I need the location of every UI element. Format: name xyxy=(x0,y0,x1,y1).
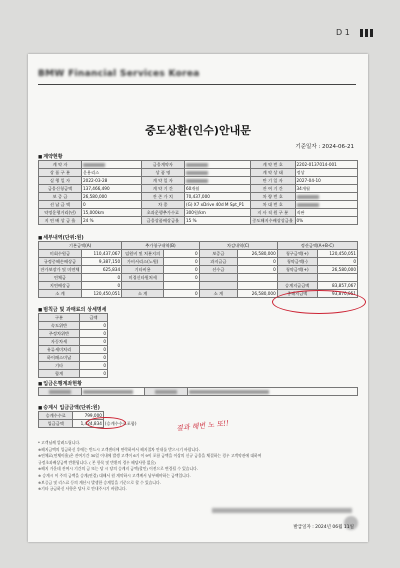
note-line: ※보증금 및 리스료 등의 계산시 발생한 승계일을 기준으로 할 수 있습니다. xyxy=(38,479,161,485)
field-label: 차 량 번 호 xyxy=(250,193,295,201)
field-label: 승계수수료 xyxy=(39,412,73,420)
field-label: 소 계 xyxy=(39,290,82,298)
table-row xyxy=(39,370,108,378)
field-label: 미경신타원처세 xyxy=(122,274,164,282)
field-value xyxy=(81,161,141,169)
field-value: 26,580,000 xyxy=(317,266,357,274)
field-label: 기타비용 xyxy=(122,266,164,274)
field-value xyxy=(237,274,277,282)
field-label: 가비서리스(노원) xyxy=(122,258,164,266)
field-value: 0 xyxy=(164,274,200,282)
field-value: 0 xyxy=(164,290,200,298)
field-label: 잔가보장가 및 미연체 xyxy=(40,266,80,272)
field-value: 직판 xyxy=(295,209,358,217)
field-label: 계 약 자 xyxy=(39,161,82,169)
field-label: 소 계 xyxy=(122,290,164,298)
field-value: 0 xyxy=(81,274,121,282)
field-value: 799,000 xyxy=(73,412,103,420)
field-value: 2027-04-10 xyxy=(295,177,358,185)
table-row xyxy=(39,201,358,209)
redacted-value xyxy=(83,163,105,167)
field-value: 26,580,000 xyxy=(237,290,277,298)
note-line: * 고객님께 알려드립니다. xyxy=(38,440,81,445)
field-label: 금융상품배상금율 xyxy=(141,217,184,225)
field-value xyxy=(184,161,250,169)
field-label: 상 품 명 xyxy=(141,169,184,177)
field-value: 15,000km xyxy=(81,209,141,217)
table-row xyxy=(39,209,358,217)
detail-section-heading: ■ 세부내역(단위:원) xyxy=(38,234,84,241)
field-label xyxy=(199,274,237,282)
field-value: 0 xyxy=(81,201,141,209)
table-row xyxy=(39,412,138,420)
field-label: 승계지급금액 xyxy=(277,282,317,290)
field-label: 선수금 xyxy=(199,266,237,274)
annotation-oval-amount xyxy=(86,417,126,429)
field-value xyxy=(317,274,357,282)
notes-list xyxy=(38,440,358,493)
field-value: 625,834 xyxy=(81,266,121,274)
column-header: 추가청구내역(B) xyxy=(122,242,200,250)
field-label: 실 행 일 자 xyxy=(39,177,82,185)
field-label: 초과운행추가수료 xyxy=(141,209,184,217)
brand-logo-text: BMW Financial Services Korea xyxy=(38,69,200,79)
document-sheet xyxy=(28,54,368,542)
column-header: 차감내역(C) xyxy=(199,242,277,250)
table-row xyxy=(39,169,358,177)
field-label: 입금금액 xyxy=(39,420,73,428)
field-label: 연체금 xyxy=(39,274,82,282)
footer-company-redacted xyxy=(212,508,352,513)
field-value: 운용리스 xyxy=(81,169,141,177)
field-value: 110,437,067 xyxy=(81,250,121,258)
table-row xyxy=(39,250,358,258)
redacted-value xyxy=(186,179,208,183)
field-label xyxy=(122,282,164,290)
field-label: 차 대 번 호 xyxy=(250,201,295,209)
field-value: 2202-0137014-001 xyxy=(295,161,358,169)
table-row xyxy=(39,258,358,266)
field-label: 상 품 구 분 xyxy=(39,169,82,177)
field-value: 0 xyxy=(80,370,108,378)
field-label: 계 약 번 호 xyxy=(250,161,295,169)
table-row xyxy=(39,274,358,282)
field-label: 유류세미처리 xyxy=(39,346,80,354)
field-label: 선 납 금 액 xyxy=(39,201,82,209)
redacted-value xyxy=(186,163,208,167)
field-label: 속도위반 xyxy=(39,322,80,330)
field-value: 0% xyxy=(295,217,358,225)
field-value: 83,857,067 xyxy=(317,282,357,290)
field-value: 2022-03-28 xyxy=(81,177,141,185)
field-label: 하이패스미납 xyxy=(39,354,80,362)
column-header: 금액 xyxy=(80,314,108,322)
field-value xyxy=(295,201,358,209)
field-value: 0 xyxy=(80,362,108,370)
handwritten-note: 결과 해변 노 또!! xyxy=(175,419,230,433)
field-label: 약정운행거리(년) xyxy=(39,209,82,217)
field-value: 26,580,000 xyxy=(237,250,277,258)
table-row xyxy=(39,266,358,274)
penalty-section-heading: ■ 범칙금 및 과태료의 상세명세 xyxy=(38,306,106,313)
document-title: 중도상환(인수)안내문 xyxy=(145,124,251,137)
bank-table xyxy=(38,387,358,396)
note-line: ※해지 가운데 잔여시 기간의 금 또는 당 시 당의 승계지 금액(할인) 이전으로 변경될 수 있습니다. xyxy=(38,466,198,472)
field-label: 지 연 배 상 금 율 xyxy=(39,217,82,225)
contract-table xyxy=(38,160,358,225)
table-row xyxy=(39,217,358,225)
page-indicator: D 1 xyxy=(336,28,350,37)
succession-section-heading: ■ 승계시 입금금액(단위:원) xyxy=(38,404,100,411)
note-line: ※ 승계시 이 주의 금액을 승계(연결) 대해서 원 계약하시 고객께서 납부해야하는 금액입니다. xyxy=(38,472,191,478)
redacted-value xyxy=(297,195,319,199)
field-label: 지 사 직 원 구 분 xyxy=(250,209,295,217)
penalty-table xyxy=(38,313,108,378)
field-label: 계 약 상 태 xyxy=(250,169,295,177)
table-row xyxy=(39,362,108,370)
redacted-value xyxy=(186,171,208,175)
table-row xyxy=(39,322,108,330)
field-label: 합계 xyxy=(39,370,80,378)
field-value xyxy=(237,282,277,290)
field-value: 70,437,000 xyxy=(184,193,250,201)
field-value: 26,580,000 xyxy=(81,193,141,201)
note-line: ※연체료(연체이율)은 잔여기간 30일 이내에 발생 고객이 6기 이 9이 포함 금액을 이상의 신규 금융을 체결하는 경우 고객약관에 대하여 xyxy=(38,453,262,459)
footer-issue-date: 발급일자 : 2024년 06월 11일 xyxy=(293,525,354,530)
annotation-oval xyxy=(272,290,366,314)
field-value xyxy=(164,282,200,290)
field-label: 미회수원금 xyxy=(39,250,82,258)
field-value: 300원/km xyxy=(184,209,250,217)
field-label: 청구금액(+) xyxy=(277,250,317,258)
field-value: 0 xyxy=(80,330,108,338)
field-value: 0 xyxy=(317,258,357,266)
field-value: 120,450,051 xyxy=(317,250,357,258)
table-header-row xyxy=(39,242,358,250)
field-value: 0 xyxy=(80,322,108,330)
column-header: 기본금액(A) xyxy=(39,242,122,250)
field-value: 93,870,051 xyxy=(317,290,357,298)
note-line: 규정초과배상금액 반환됩니다. ( 본 항목 및 반환의 경우 해당사항 없음) xyxy=(38,459,156,465)
field-label: 규정중해손배상금 xyxy=(39,258,82,266)
field-label: 보 증 금 xyxy=(39,193,82,201)
field-label: 지연배상금 xyxy=(39,282,82,290)
field-label: 소 계 xyxy=(199,290,237,298)
table-row xyxy=(39,177,358,185)
field-value: 0 xyxy=(164,250,200,258)
field-value: 0 xyxy=(80,354,108,362)
field-value: 120,450,051 xyxy=(81,290,121,298)
field-label: 자동차세 xyxy=(39,338,80,346)
table-row xyxy=(39,330,108,338)
field-label xyxy=(277,274,317,282)
field-label xyxy=(199,282,237,290)
table-row xyxy=(39,338,108,346)
table-row xyxy=(39,346,108,354)
redacted-value xyxy=(297,203,319,207)
field-label: 금융신청금액 xyxy=(39,185,82,193)
field-value: 9,387,150 xyxy=(81,258,121,266)
table-row xyxy=(39,193,358,201)
field-value: 0 xyxy=(237,258,277,266)
table-row xyxy=(39,282,358,290)
field-value: 0 xyxy=(164,258,200,266)
field-value: 137,466,490 xyxy=(81,185,141,193)
field-label: 차 종 xyxy=(141,201,184,209)
field-value: (G) X7 xDrive 40d M Spt_P1 xyxy=(184,201,250,209)
field-value: 정상 xyxy=(295,169,358,177)
issue-date: 기준일자 : 2024-06-21 xyxy=(295,144,354,150)
field-value: 0 xyxy=(80,338,108,346)
field-label: 잔 여 기 간 xyxy=(250,185,295,193)
field-label: 청약금액(+) xyxy=(277,266,317,274)
note-line: ※기타 궁금하신 사항은 당사 로 안내주시기 바랍니다. xyxy=(38,486,127,492)
field-value: 0 xyxy=(80,346,108,354)
field-value xyxy=(295,193,358,201)
field-value: 24 % xyxy=(81,217,141,225)
field-label: 보증금 xyxy=(199,250,237,258)
field-value: 60개월 xyxy=(184,185,250,193)
contract-section-heading: ■ 계약현황 xyxy=(38,153,63,160)
field-label: 기타 xyxy=(39,362,80,370)
header-divider xyxy=(38,84,356,85)
column-header: 정산금액(A+B-C) xyxy=(277,242,357,250)
field-value: 0 xyxy=(164,266,200,274)
field-label: 총해지금액 xyxy=(277,290,317,298)
field-value: 34개월 xyxy=(295,185,358,193)
field-label: 잔 존 가 치 xyxy=(141,193,184,201)
table-header-row xyxy=(39,314,108,322)
field-label: 중도해지수배상상금율 xyxy=(250,217,295,225)
field-value xyxy=(184,169,250,177)
table-row xyxy=(39,185,358,193)
field-value xyxy=(184,177,250,185)
column-header: 구분 xyxy=(39,314,80,322)
field-label: 계 약 기 간 xyxy=(141,185,184,193)
field-label: 만 기 일 자 xyxy=(250,177,295,185)
field-label: 과지급금 xyxy=(199,258,237,266)
barcode-icon xyxy=(360,29,373,37)
table-row xyxy=(39,354,108,362)
field-value: 0 xyxy=(81,282,121,290)
field-label: 주정차위반 xyxy=(39,330,80,338)
field-label: 임원비 및 처분지의 xyxy=(122,250,164,258)
field-label: 계 약 일 자 xyxy=(141,177,184,185)
field-value: 1,424,834 xyxy=(73,420,103,428)
field-note: (승계수수료포함) xyxy=(104,420,137,426)
field-label: 청약금액(-) xyxy=(277,258,317,266)
table-row xyxy=(39,161,358,169)
field-value: 15 % xyxy=(184,217,250,225)
note-line: ※해지금액의 입금하신 후에는 반드시 고객센터에 연락하셔서 해지절차 안내를 받으시기 바랍니다. xyxy=(38,446,200,452)
field-label: 금융계약자 xyxy=(141,161,184,169)
field-value: 0 xyxy=(237,266,277,274)
bank-section-heading: ■ 입금은행계좌현황 xyxy=(38,380,82,387)
